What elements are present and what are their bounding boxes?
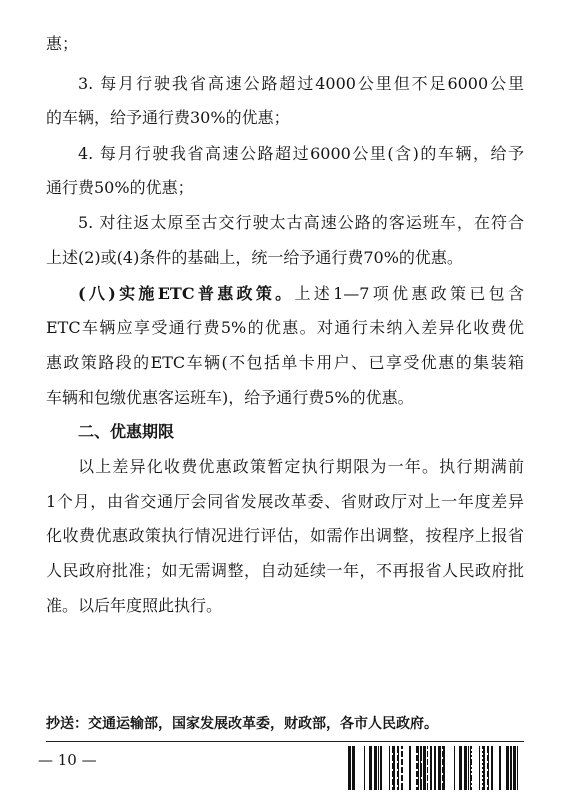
cc-recipients: 抄送：交通运输部，国家发展改革委，财政部，各市人民政府。 <box>46 716 438 732</box>
body-line: 5. 对往返太原至古交行驶太古高速公路的客运班车，在符合 <box>78 213 524 232</box>
body-line: 准。以后年度照此执行。 <box>46 596 223 615</box>
body-line <box>46 276 524 312</box>
body-line: 惠； <box>46 34 79 53</box>
barcode-icon <box>346 745 520 791</box>
page-number: — 10 — <box>38 751 97 769</box>
section-lead: (八)实施ETC普惠政策。 <box>78 284 295 303</box>
body-line: 的车辆，给予通行费30%的优惠； <box>46 108 290 127</box>
section-heading: 二、优惠期限 <box>78 422 175 441</box>
body-line: 车辆和包缴优惠客运班车)，给予通行费5%的优惠。 <box>46 388 414 407</box>
body-line: 通行费50%的优惠； <box>46 178 194 197</box>
body-line: 以上差异化收费优惠政策暂定执行期限为一年。执行期满前 <box>78 457 524 476</box>
body-line: ETC车辆应享受通行费5%的优惠。对通行未纳入差异化收费优 <box>46 318 524 337</box>
body-line: 3. 每月行驶我省高速公路超过4000公里但不足6000公里 <box>78 74 524 93</box>
body-line: 4. 每月行驶我省高速公路超过6000公里(含)的车辆，给予 <box>78 144 524 163</box>
body-line: 1个月，由省交通厅会同省发展改革委、省财政厅对上一年度差异 <box>46 492 524 511</box>
body-line: 上述(2)或(4)条件的基础上，统一给予通行费70%的优惠。 <box>46 248 463 267</box>
body-line: 人民政府批准；如无需调整，自动延续一年，不再报省人民政府批 <box>46 561 524 580</box>
body-line: 化收费优惠政策执行情况进行评估，如需作出调整，按程序上报省 <box>46 526 524 545</box>
section-lead-continuation: 上述1—7项优惠政策已包含 <box>294 284 524 303</box>
body-line: 惠政策路段的ETC车辆(不包括单卡用户、已享受优惠的集装箱 <box>46 353 524 372</box>
footer-divider <box>46 741 524 742</box>
